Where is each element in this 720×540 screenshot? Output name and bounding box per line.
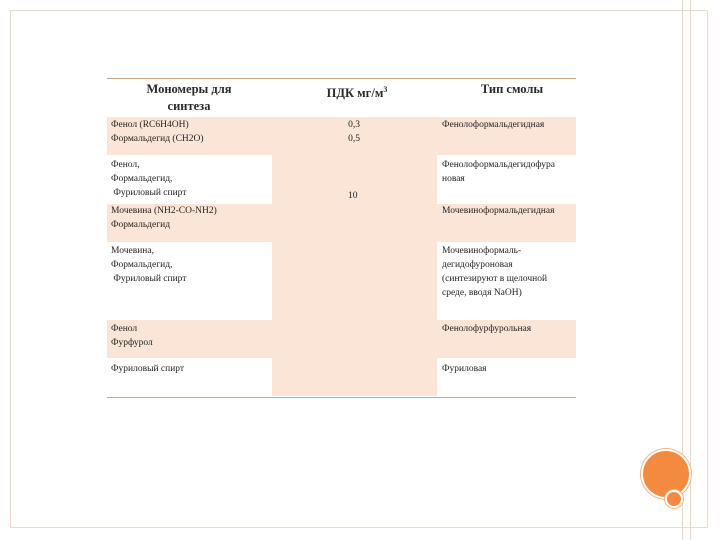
- table-cell-pdk: 10: [348, 191, 358, 201]
- table-cell-monomers: Мочевина, Формальдегид, Фуриловый спирт: [111, 246, 187, 284]
- header-pdk: ПДК $мг/м^3$: [326, 85, 388, 101]
- table-cell-monomers: Фуриловый спирт: [111, 364, 185, 374]
- table-cell-monomers: Фенол Фурфурол: [111, 324, 153, 348]
- row-shade: [272, 358, 437, 396]
- decor-line: [690, 0, 691, 540]
- table-cell-resin: Фуриловая: [442, 364, 487, 374]
- decor-circle-small: [665, 490, 683, 508]
- table-cell-resin: Фенолоформальдегидная: [442, 120, 545, 130]
- table-cell-resin: Мочевиноформаль- дегидофуроновая (синтезируют в щелочной среде, вводя NaOH): [442, 246, 548, 298]
- table-cell-monomers: Фенол (RC6H4OH) Формальдегид (CH2O): [111, 120, 204, 144]
- table-cell-resin: Фенолоформальдегидофура новая: [442, 160, 556, 184]
- header-resin-type: Тип смолы: [480, 82, 544, 96]
- decor-circle-large: [641, 449, 691, 499]
- table-cell-monomers: Фенол, Формальдегид, Фуриловый спирт: [111, 160, 187, 198]
- table-cell-resin: Мочевиноформальдегидная: [442, 206, 555, 216]
- table-cell-monomers: Мочевина (NH2-CO-NH2) Формальдегид: [111, 206, 217, 230]
- table-top-rule: [107, 78, 576, 79]
- table-cell-resin: Фенолофурфурольная: [442, 324, 532, 334]
- table-bottom-rule: [107, 397, 576, 398]
- table-cell-pdk: 0,3 0,5: [348, 120, 360, 144]
- header-monomers: Мономеры для синтеза: [146, 82, 232, 113]
- row-shade: [272, 242, 437, 320]
